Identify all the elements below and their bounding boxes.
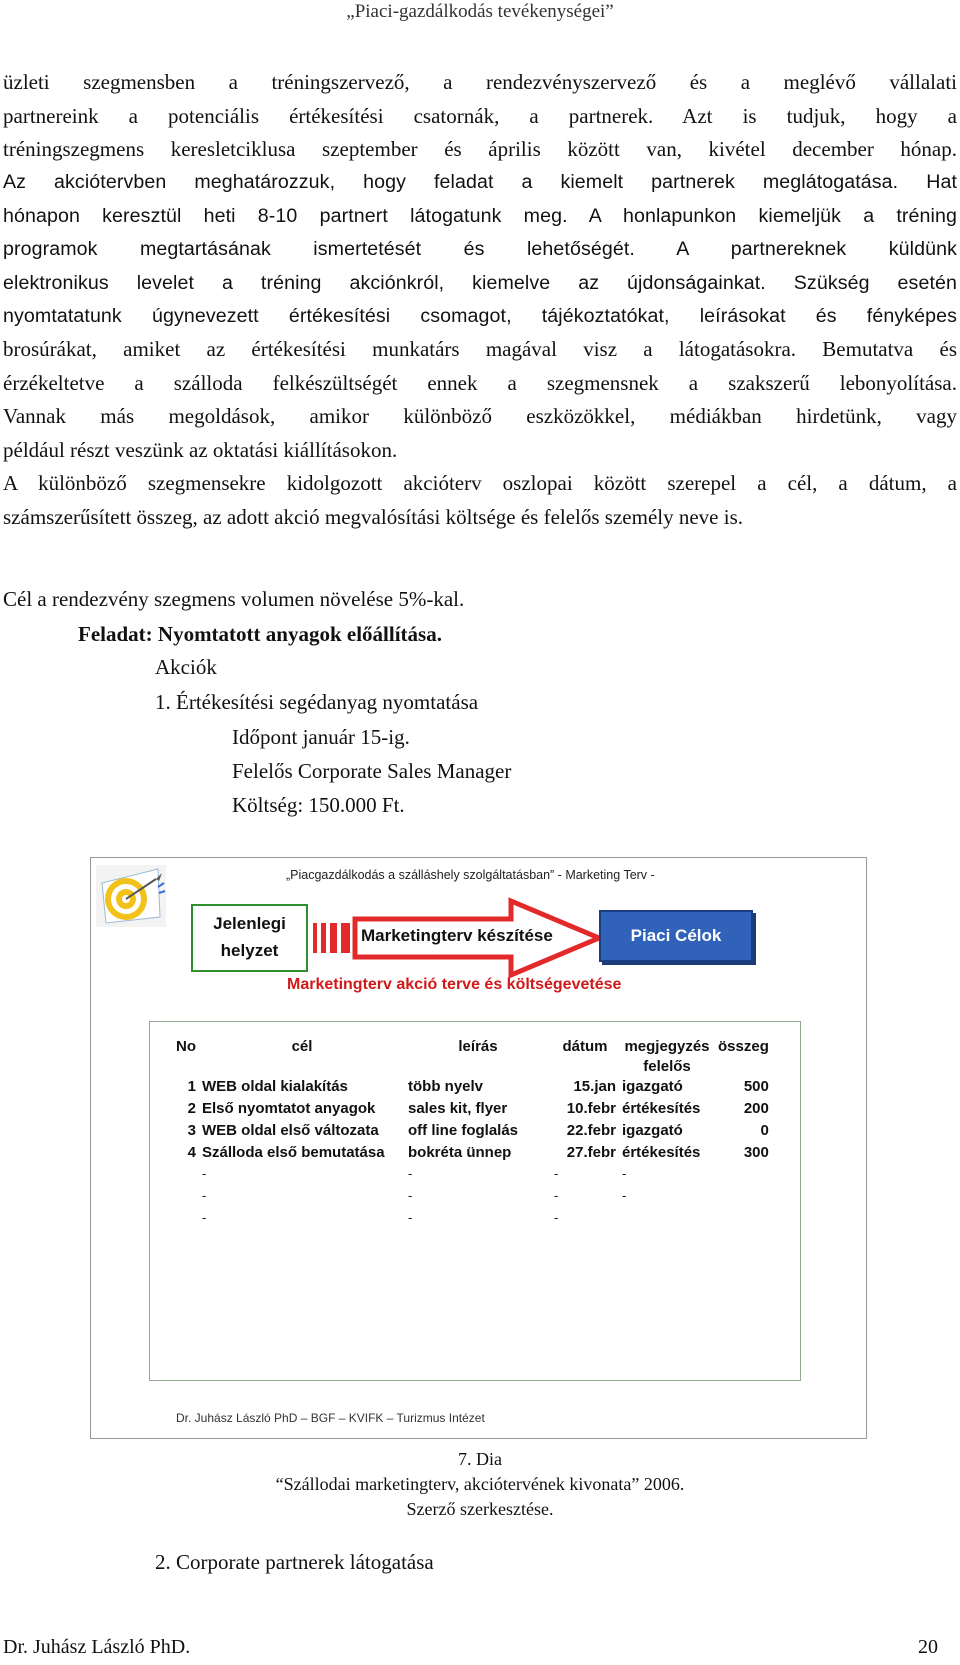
cell-dash: - [202, 1188, 207, 1203]
table-row-empty [173, 1210, 772, 1232]
cell-date: 10.febr [566, 1100, 616, 1117]
col-header-sub: felelős [643, 1058, 691, 1075]
cell-dash: - [408, 1210, 413, 1225]
table-row [173, 1144, 772, 1166]
paragraph-line: partnereink a potenciális értékesítési csatornák, a partnerek. Azt is tudjuk, hogy a [3, 103, 957, 128]
col-header: cél [291, 1038, 313, 1055]
cell-desc: több nyelv [408, 1078, 484, 1095]
paragraph-line: érzékeltetve a szálloda felkészültségét ennek a szegmensnek a szakszerű lebonyolítása. [3, 370, 957, 395]
marketing-plan-slide [90, 857, 867, 1439]
target-logo-icon [96, 865, 166, 927]
cell-goal: Első nyomtatot anyagok [202, 1100, 376, 1117]
cell-date: 22.febr [566, 1122, 616, 1139]
footer-author: Dr. Juhász László PhD. [3, 1636, 191, 1658]
cell-dash: - [408, 1166, 413, 1181]
table-row [173, 1100, 772, 1122]
slide-footer: Dr. Juhász László PhD – BGF – KVIFK – Turizmus Intézet [176, 1411, 485, 1425]
paragraph-sans [3, 166, 957, 334]
cell-dash: - [202, 1210, 207, 1225]
table-row [173, 1122, 772, 1144]
paragraph-line: üzleti szegmensben a tréningszervező, a rendezvényszervező és a meglévő vállalati [3, 70, 957, 94]
page-number: 20 [918, 1636, 938, 1658]
cell-no: 1 [187, 1078, 196, 1095]
table-row-empty [173, 1188, 772, 1210]
col-header: leírás [458, 1038, 498, 1055]
current-situation-box [191, 904, 308, 972]
action-plan-title: Marketingterv akció terve és költségevetése [287, 976, 622, 993]
cell-dash: - [554, 1166, 559, 1181]
task-text: Feladat: Nyomtatott anyagok előállítása. [78, 622, 442, 646]
cell-desc: off line foglalás [408, 1122, 519, 1139]
paragraph-line: brosúrákat, amiket az értékesítési munkatárs magával visz a látogatásokra. Bemutatva és [3, 337, 957, 361]
section-heading: 2. Corporate partnerek látogatása [155, 1550, 434, 1574]
cell-desc: sales kit, flyer [408, 1100, 508, 1117]
cell-amount: 200 [743, 1100, 769, 1117]
cell-amount: 500 [743, 1078, 769, 1095]
paragraph-line: hónapon keresztül heti 8-10 partnert látogatunk meg. A honlapunkon kiemeljük a tréning [3, 204, 957, 227]
deadline-text: Időpont január 15-ig. [232, 725, 410, 749]
cost-text: Költség: 150.000 Ft. [232, 793, 405, 817]
action-item: 1. Értékesítési segédanyag nyomtatása [155, 690, 479, 714]
col-header: összeg [718, 1038, 769, 1055]
cell-note: értékesítés [622, 1144, 701, 1161]
caption-title: “Szállodai marketingterv, akciótervének kivonata” 2006. [275, 1474, 685, 1494]
col-header: No [176, 1038, 196, 1055]
cell-dash: - [408, 1188, 413, 1203]
cell-note: igazgató [622, 1078, 683, 1095]
table-row [173, 1078, 772, 1100]
table-row-empty [173, 1166, 772, 1188]
cell-goal: WEB oldal kialakítás [202, 1078, 348, 1095]
col-header: megjegyzés [624, 1038, 710, 1055]
cell-no: 4 [187, 1144, 196, 1161]
paragraph-rest [3, 333, 957, 467]
caption-number: 7. Dia [458, 1449, 502, 1469]
cell-note: igazgató [622, 1122, 683, 1139]
cell-dash: - [554, 1188, 559, 1203]
cell-dash: - [554, 1210, 559, 1225]
cell-no: 3 [187, 1122, 196, 1139]
cell-date: 27.febr [566, 1144, 616, 1161]
cell-note: értékesítés [622, 1100, 701, 1117]
caption-author: Szerző szerkesztése. [406, 1499, 554, 1519]
cell-no: 2 [187, 1100, 196, 1117]
cell-goal: WEB oldal első változata [202, 1122, 379, 1139]
cell-goal: Szálloda első bemutatása [202, 1144, 385, 1161]
cell-date: 15.jan [573, 1078, 616, 1095]
col-header: dátum [562, 1038, 608, 1055]
paragraph-columns [3, 467, 957, 534]
table-header-sub-row [173, 1058, 772, 1078]
cell-dash: - [622, 1166, 627, 1181]
paragraph-intro [3, 66, 957, 167]
goal-text: Cél a rendezvény szegmens volumen növelése 5%-kal. [3, 587, 465, 611]
slide-title: „Piacgazdálkodás a szálláshely szolgáltatásban” - Marketing Terv - [286, 868, 655, 882]
market-goals-box [599, 910, 753, 962]
responsible-text: Felelős Corporate Sales Manager [232, 759, 512, 783]
paragraph-line: Az akciótervben meghatározzuk, hogy feladat a kiemelt partnerek meglátogatása. Hat [3, 171, 957, 193]
table-header-row [173, 1038, 772, 1058]
cell-dash: - [622, 1188, 627, 1203]
paragraph-line: tréningszegmens keresletciklusa szeptember és április között van, kivétel december hónap. [3, 137, 957, 161]
paragraph-line: nyomtatatunk úgynevezett értékesítési csomagot, tájékoztatókat, leírásokat és fényképes [3, 305, 957, 327]
paragraph-line: például részt veszünk az oktatási kiállításokon. [3, 437, 398, 462]
current-situation-label-1: Jelenlegi [213, 914, 286, 933]
paragraph-line: programok megtartásának ismertetését és lehetőségét. A partnereknek küldünk [3, 238, 957, 260]
cell-desc: bokréta ünnep [408, 1144, 512, 1161]
action-plan-table [173, 1038, 772, 1232]
actions-heading: Akciók [155, 655, 217, 679]
running-header: „Piaci-gazdálkodás tevékenységei” [346, 1, 614, 22]
arrow-label: Marketingterv készítése [361, 926, 553, 945]
paragraph-line: A különböző szegmensekre kidolgozott akcióterv oszlopai között szerepel a cél, a dátum, a [3, 471, 957, 495]
market-goals-label: Piaci Célok [630, 926, 722, 945]
paragraph-line: számszerűsített összeg, az adott akció megvalósítási költsége és felelős személy neve is. [3, 504, 744, 529]
paragraph-line: elektronikus levelet a tréning akciónkról, kiemelve az újdonságainkat. Szükség esetén [3, 271, 957, 294]
current-situation-label-2: helyzet [220, 941, 279, 960]
cell-amount: 0 [760, 1122, 769, 1139]
paragraph-line: Vannak más megoldások, amikor különböző eszközökkel, médiákban hirdetünk, vagy [3, 404, 957, 428]
cell-amount: 300 [743, 1144, 769, 1161]
cell-dash: - [202, 1166, 207, 1181]
